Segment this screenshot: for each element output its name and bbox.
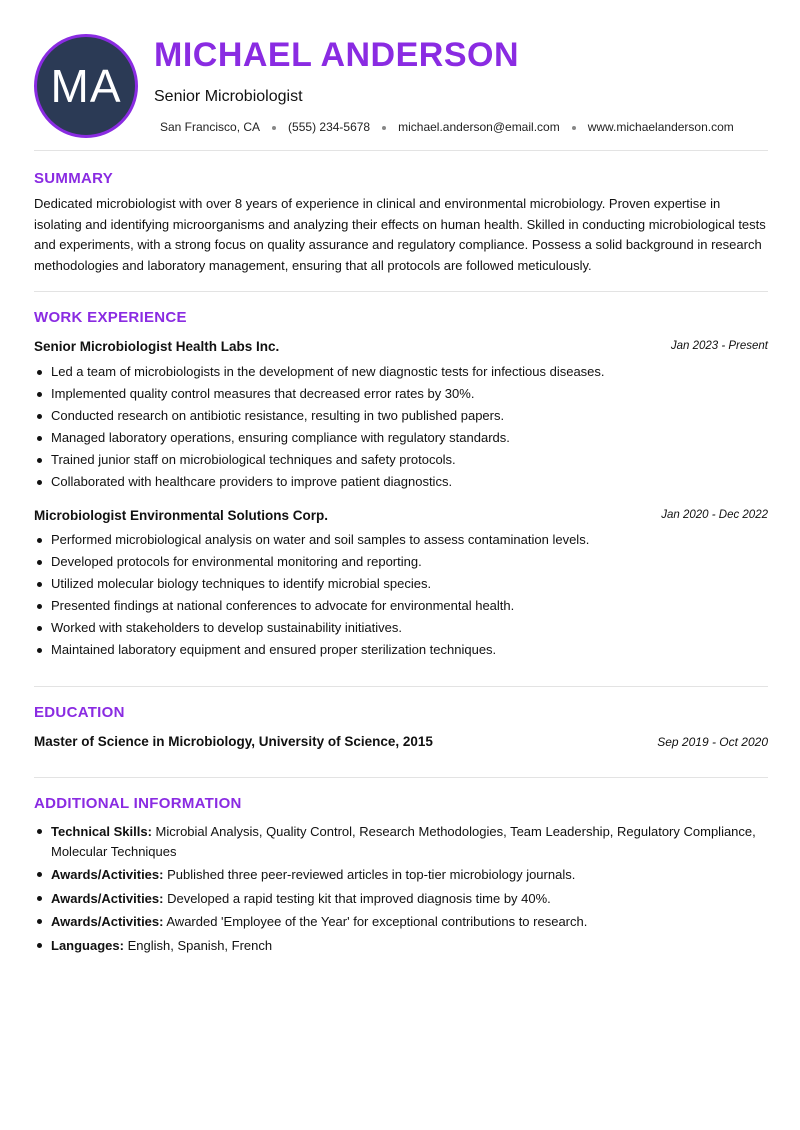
job-bullet-list xyxy=(34,361,768,493)
info-label: Awards/Activities: xyxy=(51,914,164,929)
job-title-company: Senior Microbiologist Health Labs Inc. xyxy=(34,339,280,354)
job-dates: Jan 2020 - Dec 2022 xyxy=(661,509,768,521)
separator-dot xyxy=(572,126,576,130)
avatar xyxy=(34,34,138,138)
job-bullet-list xyxy=(34,529,768,661)
info-label: Languages: xyxy=(51,937,124,953)
info-text: English, Spanish, French xyxy=(123,937,273,953)
section-divider xyxy=(34,291,768,292)
info-label: Technical Skills: xyxy=(51,824,152,839)
candidate-title: Senior Microbiologist xyxy=(154,88,303,105)
job-header xyxy=(34,507,768,525)
section-divider xyxy=(34,150,768,151)
education-dates: Sep 2019 - Oct 2020 xyxy=(657,735,768,749)
education-degree: Master of Science in Microbiology, University of Science, 2015 xyxy=(34,734,433,749)
additional-info-list xyxy=(34,822,768,959)
avatar-initials: MA xyxy=(50,60,122,112)
summary-heading: SUMMARY xyxy=(34,170,114,187)
info-label: Awards/Activities: xyxy=(51,890,164,906)
education-heading: EDUCATION xyxy=(34,704,125,721)
contact-bar xyxy=(160,120,734,134)
experience-heading: WORK EXPERIENCE xyxy=(34,309,187,326)
contact-phone: (555) 234-5678 xyxy=(288,120,371,134)
job-bullet: Presented findings at national conferences to advocate for environmental health. xyxy=(34,595,768,617)
resume-page xyxy=(34,0,768,1130)
job-bullet: Led a team of microbiologists in the development of new diagnostic tests for infectious diseases. xyxy=(34,361,768,383)
contact-email[interactable]: michael.anderson@email.com xyxy=(398,120,560,134)
job-bullet: Utilized molecular biology techniques to identify microbial species. xyxy=(34,573,768,595)
job-bullet: Managed laboratory operations, ensuring compliance with regulatory standards. xyxy=(34,427,768,449)
info-item xyxy=(34,822,768,861)
info-item xyxy=(34,889,768,909)
info-label: Awards/Activities: xyxy=(51,867,164,882)
summary-text: Dedicated microbiologist with over 8 years of experience in clinical and environmental microbiology. Proven expertise in isolating and identifying microorganisms and analyzing their effects on human health. Skilled in conducting microbiological tests and experiments, with a strong focus on quality assurance and regulatory compliance. Possess a solid background in research methodologies and laboratory management, ensuring that all protocols are followed meticulously. xyxy=(34,196,766,273)
section-divider xyxy=(34,686,768,687)
info-text: Microbial Analysis, Quality Control, Research Methodologies, Team Leadership, Regulatory Compliance, Molecular Techniques xyxy=(51,824,756,859)
contact-website[interactable]: www.michaelanderson.com xyxy=(587,120,734,134)
additional-heading: ADDITIONAL INFORMATION xyxy=(34,795,242,812)
info-text: Published three peer-reviewed articles in top-tier microbiology journals. xyxy=(163,867,576,882)
job-bullet: Conducted research on antibiotic resistance, resulting in two published papers. xyxy=(34,405,768,427)
info-text: Developed a rapid testing kit that improved diagnosis time by 40%. xyxy=(163,890,551,906)
job-bullet: Worked with stakeholders to develop sustainability initiatives. xyxy=(34,617,768,639)
job-title-company: Microbiologist Environmental Solutions Corp. xyxy=(34,508,329,523)
info-text: Awarded 'Employee of the Year' for exceptional contributions to research. xyxy=(163,914,588,929)
info-item xyxy=(34,936,768,956)
info-item xyxy=(34,865,768,885)
job-bullet: Trained junior staff on microbiological techniques and safety protocols. xyxy=(34,449,768,471)
job-bullet: Maintained laboratory equipment and ensured proper sterilization techniques. xyxy=(34,639,768,661)
info-item xyxy=(34,912,768,932)
candidate-name: MICHAEL ANDERSON xyxy=(154,36,520,74)
job-bullet: Performed microbiological analysis on water and soil samples to assess contamination levels. xyxy=(34,529,768,551)
education-entry xyxy=(34,733,768,751)
job-bullet: Implemented quality control measures that decreased error rates by 30%. xyxy=(34,383,768,405)
separator-dot xyxy=(272,126,276,130)
resume-header xyxy=(34,0,768,150)
section-divider xyxy=(34,777,768,778)
job-header xyxy=(34,338,768,356)
job-bullet: Collaborated with healthcare providers to improve patient diagnostics. xyxy=(34,471,768,493)
job-bullet: Developed protocols for environmental monitoring and reporting. xyxy=(34,551,768,573)
job-dates: Jan 2023 - Present xyxy=(670,340,768,352)
contact-location: San Francisco, CA xyxy=(160,120,261,134)
separator-dot xyxy=(382,126,386,130)
